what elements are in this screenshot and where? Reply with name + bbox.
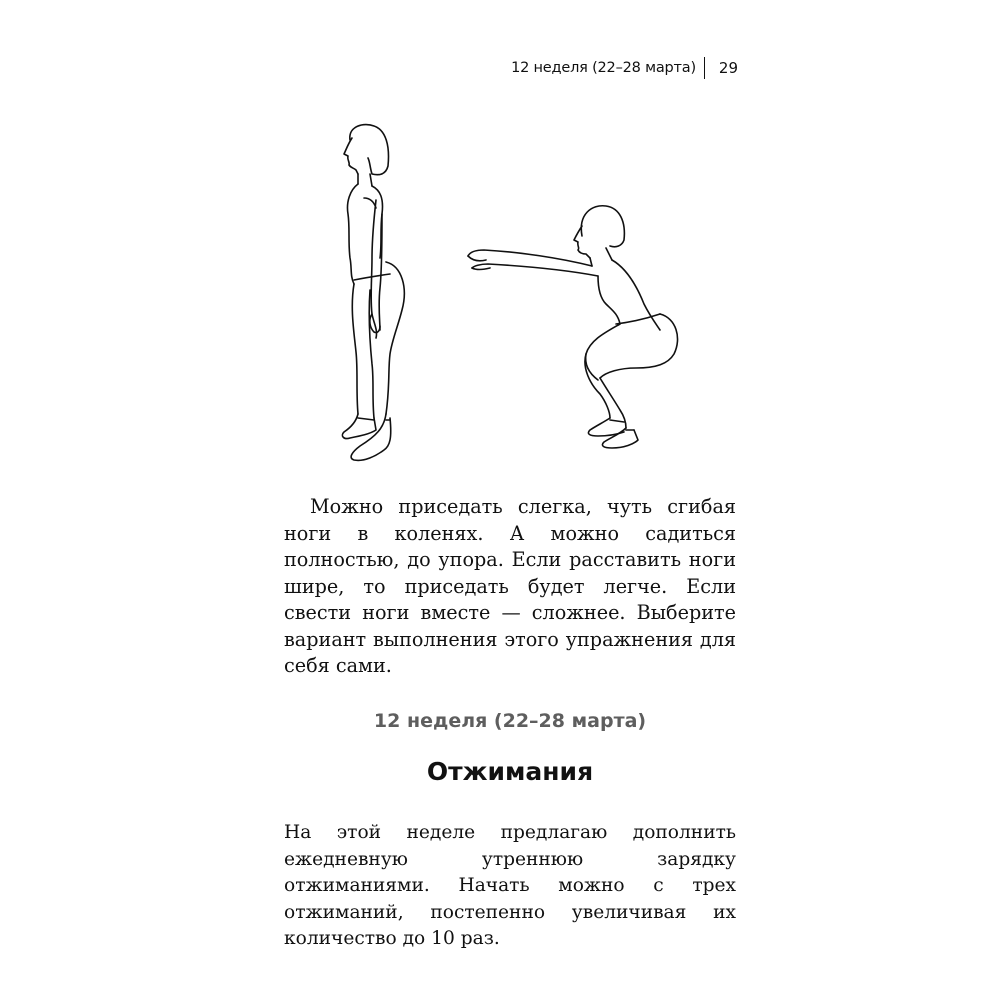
running-title: 12 неделя (22–28 марта) — [511, 60, 696, 76]
section-title: Отжимания — [426, 757, 594, 786]
header-divider — [704, 57, 705, 79]
standing-woman-figure — [342, 125, 404, 461]
squat-illustration — [320, 118, 700, 478]
section-week-heading: 12 неделя (22–28 марта) — [373, 710, 647, 732]
squat-exercise-illustration-icon — [320, 118, 700, 478]
page-number: 29 — [718, 59, 738, 77]
paragraph-squat-variations: Можно приседать слегка, чуть сгибая ноги в коленях. А можно садиться полностью, до упора. Если расставить ноги шире, то приседать будет легче. Если свести ноги вместе — сложнее. Выберите вариант выполнения этого упражнения для себя сами. — [284, 495, 736, 677]
squatting-woman-figure — [468, 206, 678, 448]
paragraph-pushups: На этой неделе предлагаю дополнить ежедневную утреннюю зарядку отжиманиями. Начать можно с трех отжиманий, постепенно увеличивая их количество до 10 раз. — [284, 822, 736, 949]
running-header — [511, 57, 738, 79]
